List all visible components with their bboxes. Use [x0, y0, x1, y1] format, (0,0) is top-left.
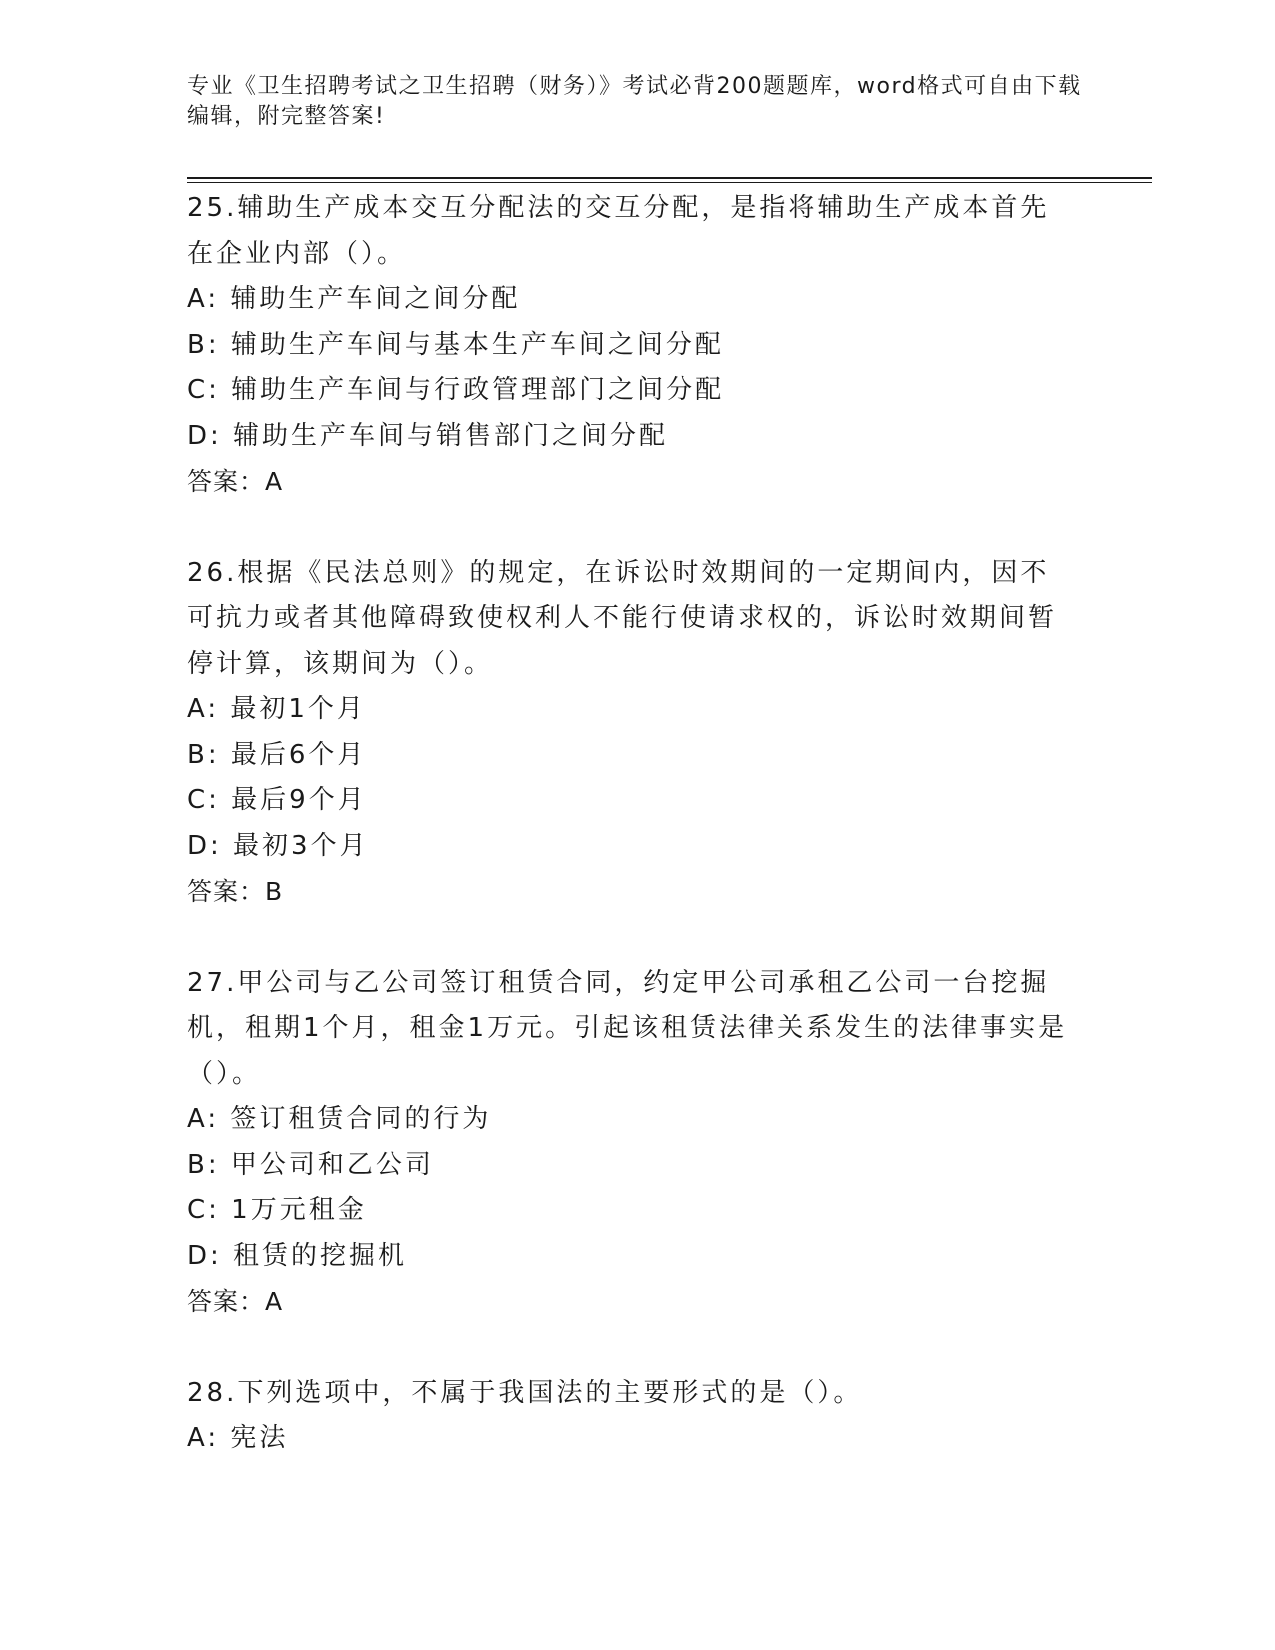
question-27 [187, 961, 1077, 1325]
option-c: C: 辅助生产车间与行政管理部门之间分配 [187, 375, 725, 405]
question-stem: 25.辅助生产成本交互分配法的交互分配，是指将辅助生产成本首先在企业内部（）。 [187, 193, 1050, 269]
question-28 [187, 1371, 1077, 1462]
answer-line: 答案：A [187, 1287, 284, 1316]
option-d: D: 辅助生产车间与销售部门之间分配 [187, 420, 669, 451]
question-25 [187, 186, 1077, 505]
option-b: B: 甲公司和乙公司 [187, 1149, 434, 1180]
option-d: D: 最初3个月 [187, 830, 369, 861]
question-26 [187, 551, 1077, 915]
option-d: D: 租赁的挖掘机 [187, 1240, 408, 1271]
header-divider-thin [187, 182, 1152, 183]
option-a: A: 宪法 [187, 1423, 289, 1453]
option-b: B: 辅助生产车间与基本生产车间之间分配 [187, 329, 724, 360]
option-a: A: 辅助生产车间之间分配 [187, 284, 521, 314]
header-divider-thick [187, 177, 1152, 179]
question-list [187, 186, 1077, 1508]
question-stem: 26.根据《民法总则》的规定，在诉讼时效期间的一定期间内，因不可抗力或者其他障碍致使权利人不能行使请求权的，诉讼时效期间暂停计算，该期间为（）。 [187, 557, 1058, 679]
question-stem: 28.下列选项中，不属于我国法的主要形式的是（）。 [187, 1377, 863, 1408]
option-c: C: 最后9个月 [187, 785, 367, 815]
answer-line: 答案：B [187, 877, 284, 906]
answer-line: 答案：A [187, 467, 284, 496]
option-a: A: 最初1个月 [187, 694, 366, 724]
option-c: C: 1万元租金 [187, 1195, 367, 1225]
option-b: B: 最后6个月 [187, 739, 367, 770]
option-a: A: 签订租赁合同的行为 [187, 1104, 492, 1134]
document-header: 专业《卫生招聘考试之卫生招聘（财务）》考试必背200题题库，word格式可自由下载编辑，附完整答案! [187, 74, 1082, 129]
question-stem: 27.甲公司与乙公司签订租赁合同，约定甲公司承租乙公司一台挖掘机，租期1个月，租金1万元。引起该租赁法律关系发生的法律事实是（）。 [187, 967, 1068, 1089]
